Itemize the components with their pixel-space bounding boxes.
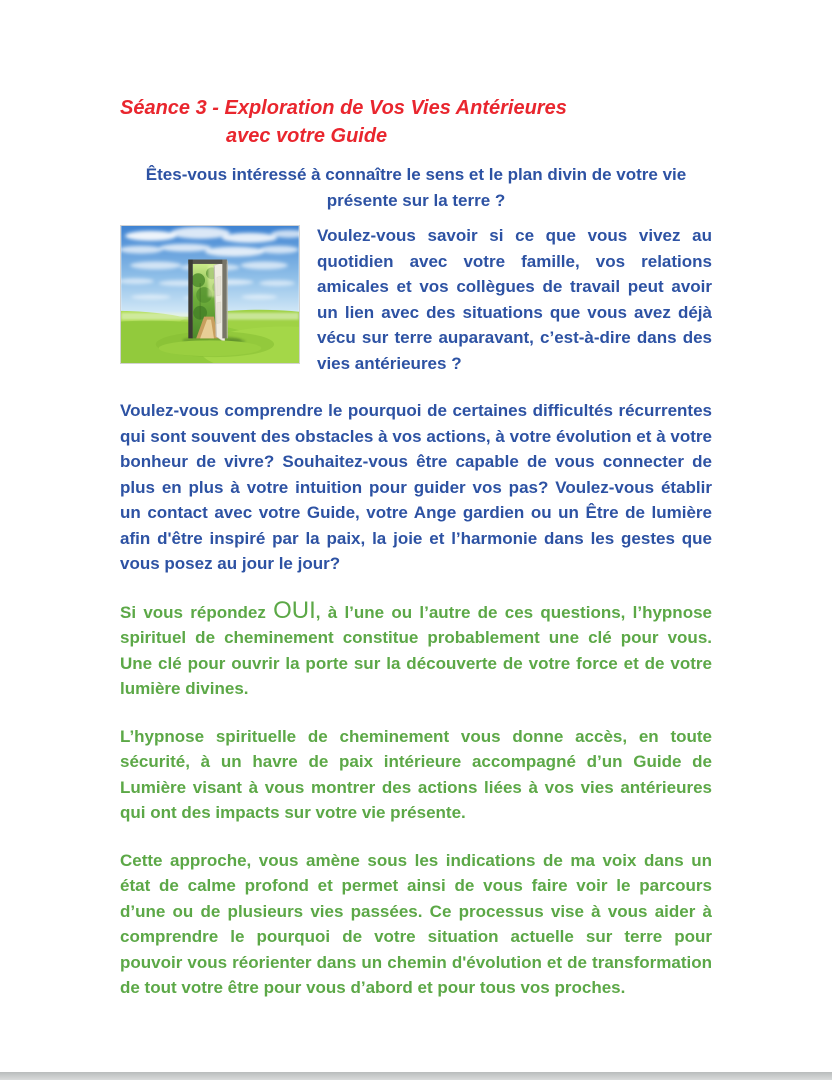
illustration-row: [120, 223, 712, 376]
oui-before-text: Si vous répondez: [120, 602, 274, 622]
paragraph-green-oui: [120, 596, 712, 702]
page-title: [120, 94, 712, 150]
page-title-line-1: Séance 3 - Exploration de Vos Vies Antérieures: [120, 97, 567, 119]
paragraph-beside-image: Voulez-vous savoir si ce que vous vivez au quotidien avec votre famille, vos relations amicales et vos collègues de travail peut avoir un lien avec des situations que vous avez déjà vécu sur terre auparavant, c’est-à-dire dans des vies antérieures ?: [317, 226, 712, 373]
paragraph-blue-questions: Voulez-vous comprendre le pourquoi de certaines difficultés récurrentes qui sont souvent des obstacles à vos actions, à votre évolution et à votre bonheur de vivre? Souhaitez-vous être capable de vous connecter de plus en plus à votre intuition pour guider vos pas? Voulez-vous établir un contact avec votre Guide, votre Ange gardien ou un Être de lumière afin d'être inspiré par la paix, la joie et l’harmonie dans les gestes que vous posez au jour le jour?: [120, 401, 712, 573]
oui-after-text: , à l’une ou l’autre de ces questions, l’hypnose spirituel de cheminement constitue probablement une clé pour vous. Une clé pour ouvrir la porte sur la découverte de votre force et de votre lumière divines.: [120, 602, 712, 698]
intro-paragraph: Êtes-vous intéressé à connaître le sens et le plan divin de votre vie présente sur la terre ?: [145, 165, 687, 210]
oui-word: OUI: [273, 596, 316, 624]
door-meadow-illustration: [120, 225, 300, 364]
paragraph-green-approach: Cette approche, vous amène sous les indications de ma voix dans un état de calme profond et permet ainsi de vous faire voir le parcours d’une ou de plusieurs vies passées. Ce processus vise à vous aider à comprendre le pourquoi de votre situation actuelle sur terre pour pouvoir vous réorienter dans un chemin d'évolution et de transformation de tout votre être pour vous d’abord et pour tous vos proches.: [120, 850, 712, 997]
foreground-grass: [159, 340, 262, 356]
page-content: [120, 0, 712, 1001]
door-meadow-graphic: [121, 226, 299, 363]
page-bottom-edge: [0, 1072, 832, 1080]
paragraph-green-access: L’hypnose spirituelle de cheminement vous donne accès, en toute sécurité, à un havre de paix intérieure accompagné d’un Guide de Lumière visant à vous montrer des actions liées à vos vies antérieures qui ont des impacts sur votre vie présente.: [120, 726, 712, 822]
page-title-line-2: avec votre Guide: [226, 125, 388, 147]
